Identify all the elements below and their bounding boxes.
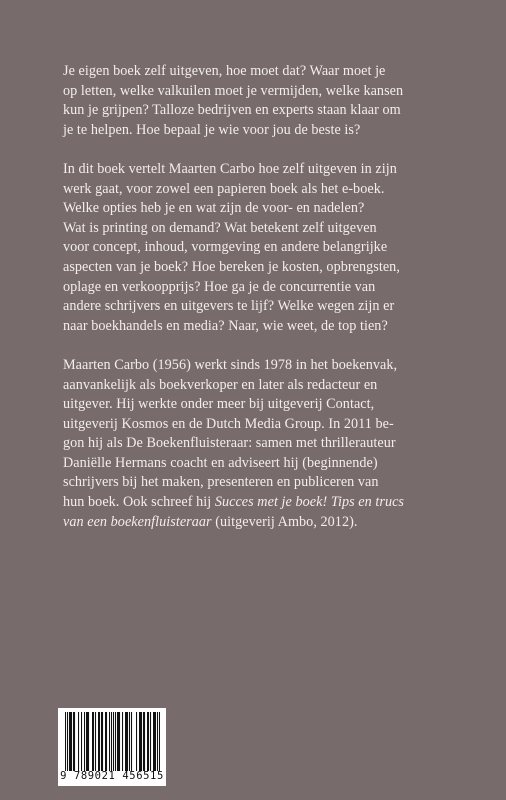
barcode-bar	[84, 712, 85, 771]
book-title-reference: Succes met je boek! Tips en trucs van een boekenfluisteraar	[63, 494, 405, 530]
barcode-bar	[148, 712, 149, 771]
barcode-bar	[127, 712, 128, 771]
barcode-bar	[129, 712, 130, 771]
barcode-bar	[67, 712, 68, 771]
barcode-bar	[102, 712, 103, 771]
barcode-bar	[147, 712, 148, 771]
barcode-bar	[150, 712, 151, 771]
author-bio-end: (uitgeverij Ambo, 2012).	[211, 513, 358, 530]
barcode	[58, 708, 166, 786]
barcode-bar	[144, 712, 145, 771]
barcode-bar	[131, 712, 132, 771]
blurb-text	[63, 62, 445, 552]
barcode-bar	[157, 712, 158, 771]
barcode-bar	[119, 712, 120, 771]
barcode-bar	[86, 712, 87, 771]
barcode-bar	[98, 712, 99, 771]
barcode-bar	[87, 712, 88, 771]
barcode-bar	[125, 712, 126, 771]
barcode-bar	[126, 712, 127, 771]
barcode-bar	[101, 712, 102, 771]
barcode-bar	[113, 712, 114, 771]
author-bio-text: Maarten Carbo (1956) werkt sinds 1978 in het boekenvak, aanvankelijk als boekverkoper en later als redacteur en uitgever. Hij werkte onder meer bij uitgeverij Contact, uitgeverij Kosmos en de Dutch Media Group. In 2011 be- gon hij als De Boekenfluisteraar: samen met thrillerauteur Daniëlle Hermans coacht en adviseert hij (beginnende) schrijvers bij het maken, presenteren en publiceren van hun boek. Ook schreef hij	[63, 356, 398, 511]
barcode-bar	[106, 712, 107, 771]
blurb-paragraph-intro: Je eigen boek zelf uitgeven, hoe moet dat? Waar moet je op letten, welke valkuilen moet je vermijden, welke kansen kun je grijpen? Talloze bedrijven en experts staan klaar om je te helpen. Hoe bepaal je wie voor jou de beste is?	[63, 63, 404, 138]
barcode-bar	[78, 712, 79, 771]
barcode-bar	[70, 712, 71, 771]
barcode-bar	[95, 712, 96, 771]
barcode-bar	[154, 712, 155, 771]
barcode-bar	[105, 712, 106, 771]
barcode-bar	[111, 712, 112, 771]
barcode-bar	[73, 712, 74, 771]
barcode-bar	[136, 712, 137, 771]
barcode-bar	[92, 712, 93, 771]
barcode-bar	[81, 712, 82, 771]
barcode-bar	[74, 712, 75, 771]
author-bio	[63, 356, 445, 532]
barcode-bar	[109, 712, 110, 771]
barcode-bar	[65, 712, 66, 771]
blurb-paragraph-questions: In dit boek vertelt Maarten Carbo hoe zelf uitgeven in zijn werk gaat, voor zowel een papieren boek als het e-boek. Welke opties heb je en wat zijn de voor- en nadelen? Wat is printing on demand? Wat betekent zelf uitgeven voor concept, inhoud, vormgeving en andere belangrijke aspecten van je boek? Hoe bereken je kosten, opbrengsten, oplage en verkoopprijs? Hoe ga je de concurrentie van andere schrijvers en uitgevers te lijf? Welke wegen zijn er naar boekhandels en media? Naar, wie weet, de top tien?	[63, 160, 400, 334]
barcode-bar	[141, 712, 142, 771]
barcode-bar	[71, 712, 72, 771]
barcode-bar	[143, 712, 144, 771]
barcode-bar	[117, 712, 118, 771]
barcode-bar	[69, 712, 70, 771]
barcode-bar	[118, 712, 119, 771]
barcode-bar	[140, 712, 141, 771]
barcode-bar	[155, 712, 156, 771]
barcode-bar	[122, 712, 123, 771]
barcode-number: 9 789021 456515	[60, 770, 164, 782]
barcode-bar	[115, 712, 116, 771]
barcode-bars	[65, 712, 160, 771]
barcode-bar	[159, 712, 160, 771]
barcode-bar	[93, 712, 94, 771]
barcode-bar	[99, 712, 100, 771]
barcode-bar	[153, 712, 154, 771]
barcode-bar	[139, 712, 140, 771]
barcode-bar	[88, 712, 89, 771]
